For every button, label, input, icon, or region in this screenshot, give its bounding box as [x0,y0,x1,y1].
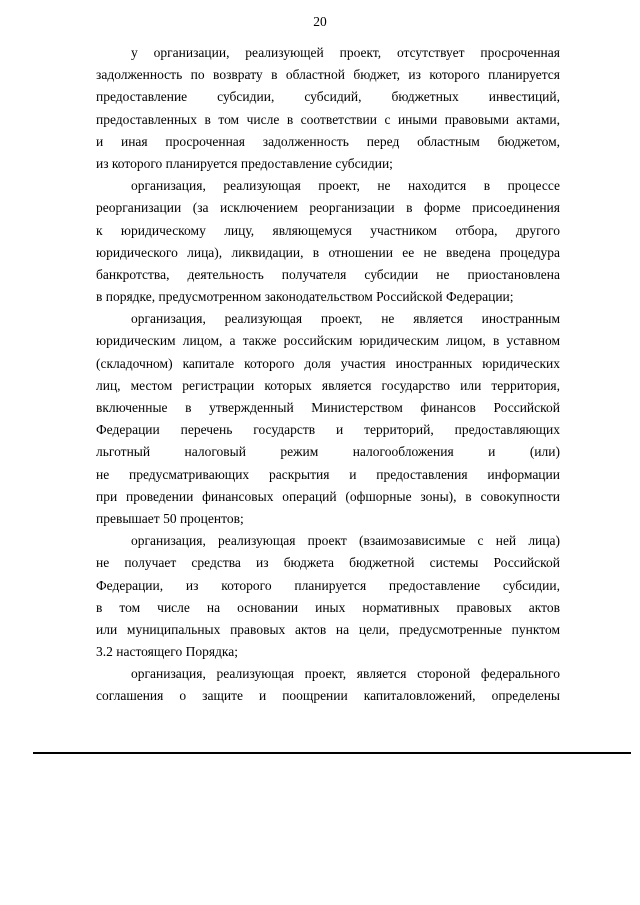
text-line: в порядке, предусмотренном законодательством Российской Федерации; [96,289,514,305]
page-number: 20 [313,14,327,29]
text-line: предоставление субсидии, субсидий, бюджетных инвестиций, [96,89,560,105]
text-line: организация, реализующая проект, является стороной федерального [131,666,560,682]
text-line: предоставленных в том числе в соответствии с иными правовыми актами, [96,111,560,127]
text-line: лиц, местом регистрации которых является государство или территория, [96,377,560,393]
text-line: организация, реализующая проект (взаимозависимые с ней лица) [131,533,560,549]
text-line: задолженность по возврату в областной бюджет, из которого планируется [96,67,560,83]
text-line: юридического лица), ликвидации, в отношении ее не введена процедура [96,244,560,260]
paragraph-investment-agreement [96,663,560,707]
paragraph-reorganization [96,175,560,308]
text-line: соглашения о защите и поощрении капиталовложений, определены [96,688,560,704]
text-line: льготный налоговый режим налогообложения и (или) [96,444,560,460]
text-line: (складочном) капитале которого доля участия иностранных юридических [96,355,560,371]
text-line: или муниципальных правовых актов на цели, предусмотренные пунктом [96,621,560,637]
text-line: к юридическому лицу, являющемуся участником отбора, другого [96,222,560,238]
paragraph-foreign-entity [96,308,560,530]
text-line: при проведении финансовых операций (офшорные зоны), в совокупности [96,488,560,504]
page-bottom-rule [33,752,631,754]
text-line: в том числе на основании иных нормативных правовых актов [96,599,560,615]
text-line: юридическим лицом, а также российским юридическим лицом, в уставном [96,333,560,349]
text-line: не предусматривающих раскрытия и предоставления информации [96,466,560,482]
text-line: реорганизации (за исключением реорганизации в форме присоединения [96,200,560,216]
text-line: и иная просроченная задолженность перед областным бюджетом, [96,133,560,149]
text-line: банкротства, деятельность получателя субсидии не приостановлена [96,266,560,282]
text-line: Федерации, из которого планируется предоставление субсидии, [96,577,560,593]
document-body [96,42,560,708]
text-line: 3.2 настоящего Порядка; [96,644,239,660]
text-line: у организации, реализующей проект, отсутствует просроченная [131,45,560,60]
text-line: организация, реализующая проект, не находится в процессе [131,178,560,194]
text-line: не получает средства из бюджета бюджетной системы Российской [96,555,560,571]
text-line: организация, реализующая проект, не является иностранным [131,311,560,327]
paragraph-budget-funds [96,530,560,663]
text-line: Федерации перечень государств и территорий, предоставляющих [96,422,560,438]
text-line: включенные в утвержденный Министерством финансов Российской [96,400,560,415]
text-line: из которого планируется предоставление субсидии; [96,155,393,171]
paragraph-debt-status [96,42,560,175]
text-line: превышает 50 процентов; [96,510,244,526]
